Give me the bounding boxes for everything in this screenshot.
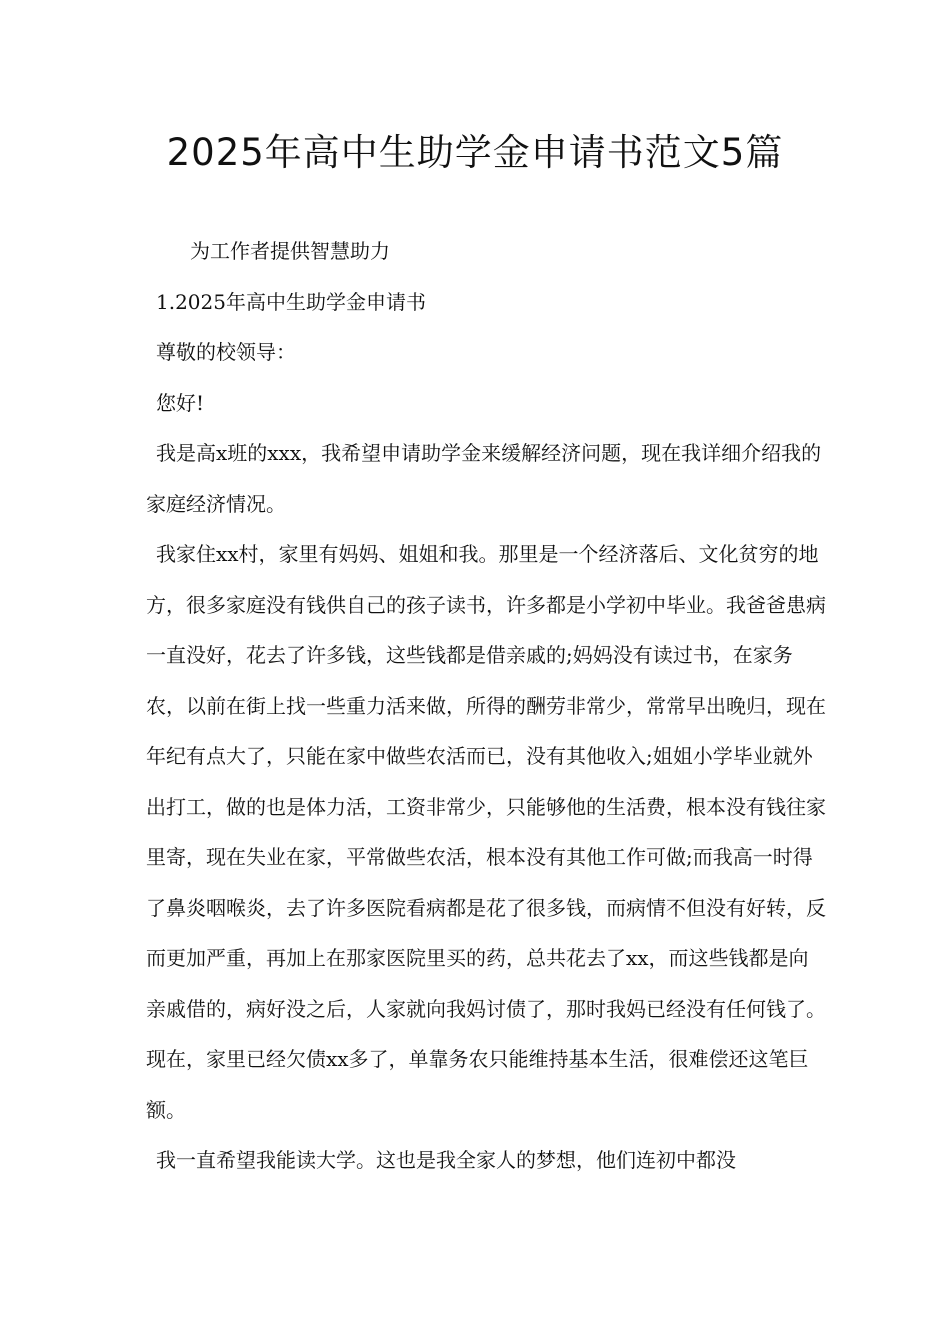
section-heading: 1.2025年高中生助学金申请书 <box>156 289 426 314</box>
document-title: 2025年高中生助学金申请书范文5篇 <box>166 131 784 174</box>
greeting: 您好! <box>156 390 205 415</box>
salutation: 尊敬的校领导： <box>156 340 296 364</box>
paragraph: 我是高x班的xxx，我希望申请助学金来缓解经济问题，现在我详细介绍我的家庭经济情况。 <box>146 441 822 516</box>
document-body <box>146 226 826 1186</box>
document-subtitle: 为工作者提供智慧助力 <box>190 239 390 263</box>
paragraph: 我家住xx村，家里有妈妈、姐姐和我。那里是一个经济落后、文化贫穷的地方，很多家庭没有钱供自己的孩子读书，许多都是小学初中毕业。我爸爸患病一直没好，花去了许多钱，这些钱都是借亲戚的;妈妈没有读过书，在家务农，以前在街上找一些重力活来做，所得的酬劳非常少，常常早出晚归，现在年纪有点大了，只能在家中做些农活而已，没有其他收入;姐姐小学毕业就外出打工，做的也是体力活，工资非常少，只能够他的生活费，根本没有钱往家里寄，现在失业在家，平常做些农活，根本没有其他工作可做;而我高一时得了鼻炎咽喉炎，去了许多医院看病都是花了很多钱，而病情不但没有好转，反而更加严重，再加上在那家医院里买的药，总共花去了xx，而这些钱都是向亲戚借的，病好没之后，人家就向我妈讨债了，那时我妈已经没有任何钱了。现在，家里已经欠债xx多了，单靠务农只能维持基本生活，很难偿还这笔巨额。 <box>146 542 826 1122</box>
paragraph: 我一直希望我能读大学。这也是我全家人的梦想，他们连初中都没 <box>156 1148 736 1172</box>
